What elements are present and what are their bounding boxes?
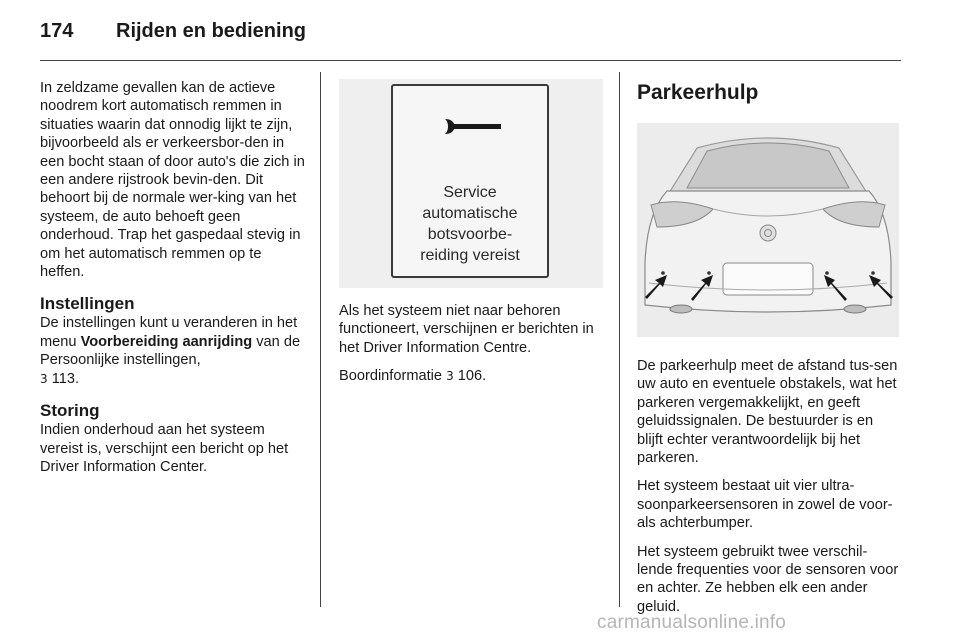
- page-number: 174: [40, 20, 74, 42]
- column-divider-right: [619, 72, 620, 607]
- settings-text-before: De instellingen kunt u veranderen in het menu: [40, 315, 298, 350]
- onboard-info-page-ref: 106.: [453, 368, 487, 385]
- onboard-info-paragraph: [339, 367, 605, 385]
- fault-heading: Storing: [40, 401, 100, 421]
- column-1: [40, 79, 306, 486]
- driver-info-display: [391, 84, 549, 278]
- page-ref-arrow-icon: 3: [40, 371, 48, 386]
- service-message-line-3: botsvoorbe-: [427, 226, 513, 243]
- header-rule: [40, 60, 901, 61]
- car-rear-sensors-icon: [637, 123, 899, 337]
- intro-paragraph: In zeldzame gevallen kan de actieve noodrem kort automatisch remmen in situaties waarin dat onnodig lijkt te zijn, bijvoorbeeld als er verkeersbor-den in een bocht staan of door auto's die zich in een andere rijstrook bevin-den. Dit behoort bij de normale wer-king van het systeem, de auto behoeft geen onderhoud. Trap het gaspedaal stevig in om het automatisch remmen op te heffen.: [40, 80, 305, 281]
- wrench-icon: [443, 116, 503, 136]
- column-3: [637, 79, 903, 626]
- settings-paragraph: [40, 314, 306, 388]
- parking-paragraph-1: De parkeerhulp meet de afstand tus-sen uw auto en eventuele obstakels, wat het parkeren vergemakkelijkt, en geeft geluidssignalen. De bestuurder is en blijft echter verantwoordelijk bij het parkeren.: [637, 358, 898, 467]
- malfunction-paragraph: Als het systeem niet naar behoren functioneert, verschijnen er berichten in het Driver Information Centre.: [339, 303, 594, 356]
- parking-paragraph-2: Het systeem bestaat uit vier ultra-soonparkeersensoren in zowel de voor- als achterbumper.: [637, 478, 893, 532]
- fault-paragraph: Indien onderhoud aan het systeem vereist is, verschijnt een bericht op het Driver Information Center.: [40, 422, 289, 475]
- parking-paragraph-3: Het systeem gebruikt twee verschil-lende frequenties voor de sensoren voor en achter. Ze hebben elk een ander geluid.: [637, 543, 899, 615]
- service-message-line-2: automatische: [422, 205, 518, 222]
- service-message-line-1: Service: [443, 184, 497, 201]
- column-divider-left: [320, 72, 321, 607]
- service-message-figure: [339, 79, 603, 288]
- service-message-line-4: reiding vereist: [420, 247, 520, 264]
- settings-menu-name: Voorbereiding aanrijding: [80, 333, 253, 350]
- settings-page-ref: 113.: [47, 370, 80, 387]
- settings-heading: Instellingen: [40, 294, 135, 314]
- page-title: Rijden en bediening: [116, 20, 307, 42]
- section-title-parkeerhulp: Parkeerhulp: [637, 81, 759, 104]
- watermark: carmanualsonline.info: [597, 612, 787, 633]
- settings-text-after: van de Persoonlijke instellingen,: [40, 333, 301, 369]
- rear-car-illustration: [637, 123, 899, 337]
- service-message: [393, 182, 547, 266]
- onboard-info-label: Boordinformatie: [339, 368, 447, 385]
- page-ref-arrow-icon: 3: [446, 369, 454, 384]
- column-2: [339, 79, 605, 396]
